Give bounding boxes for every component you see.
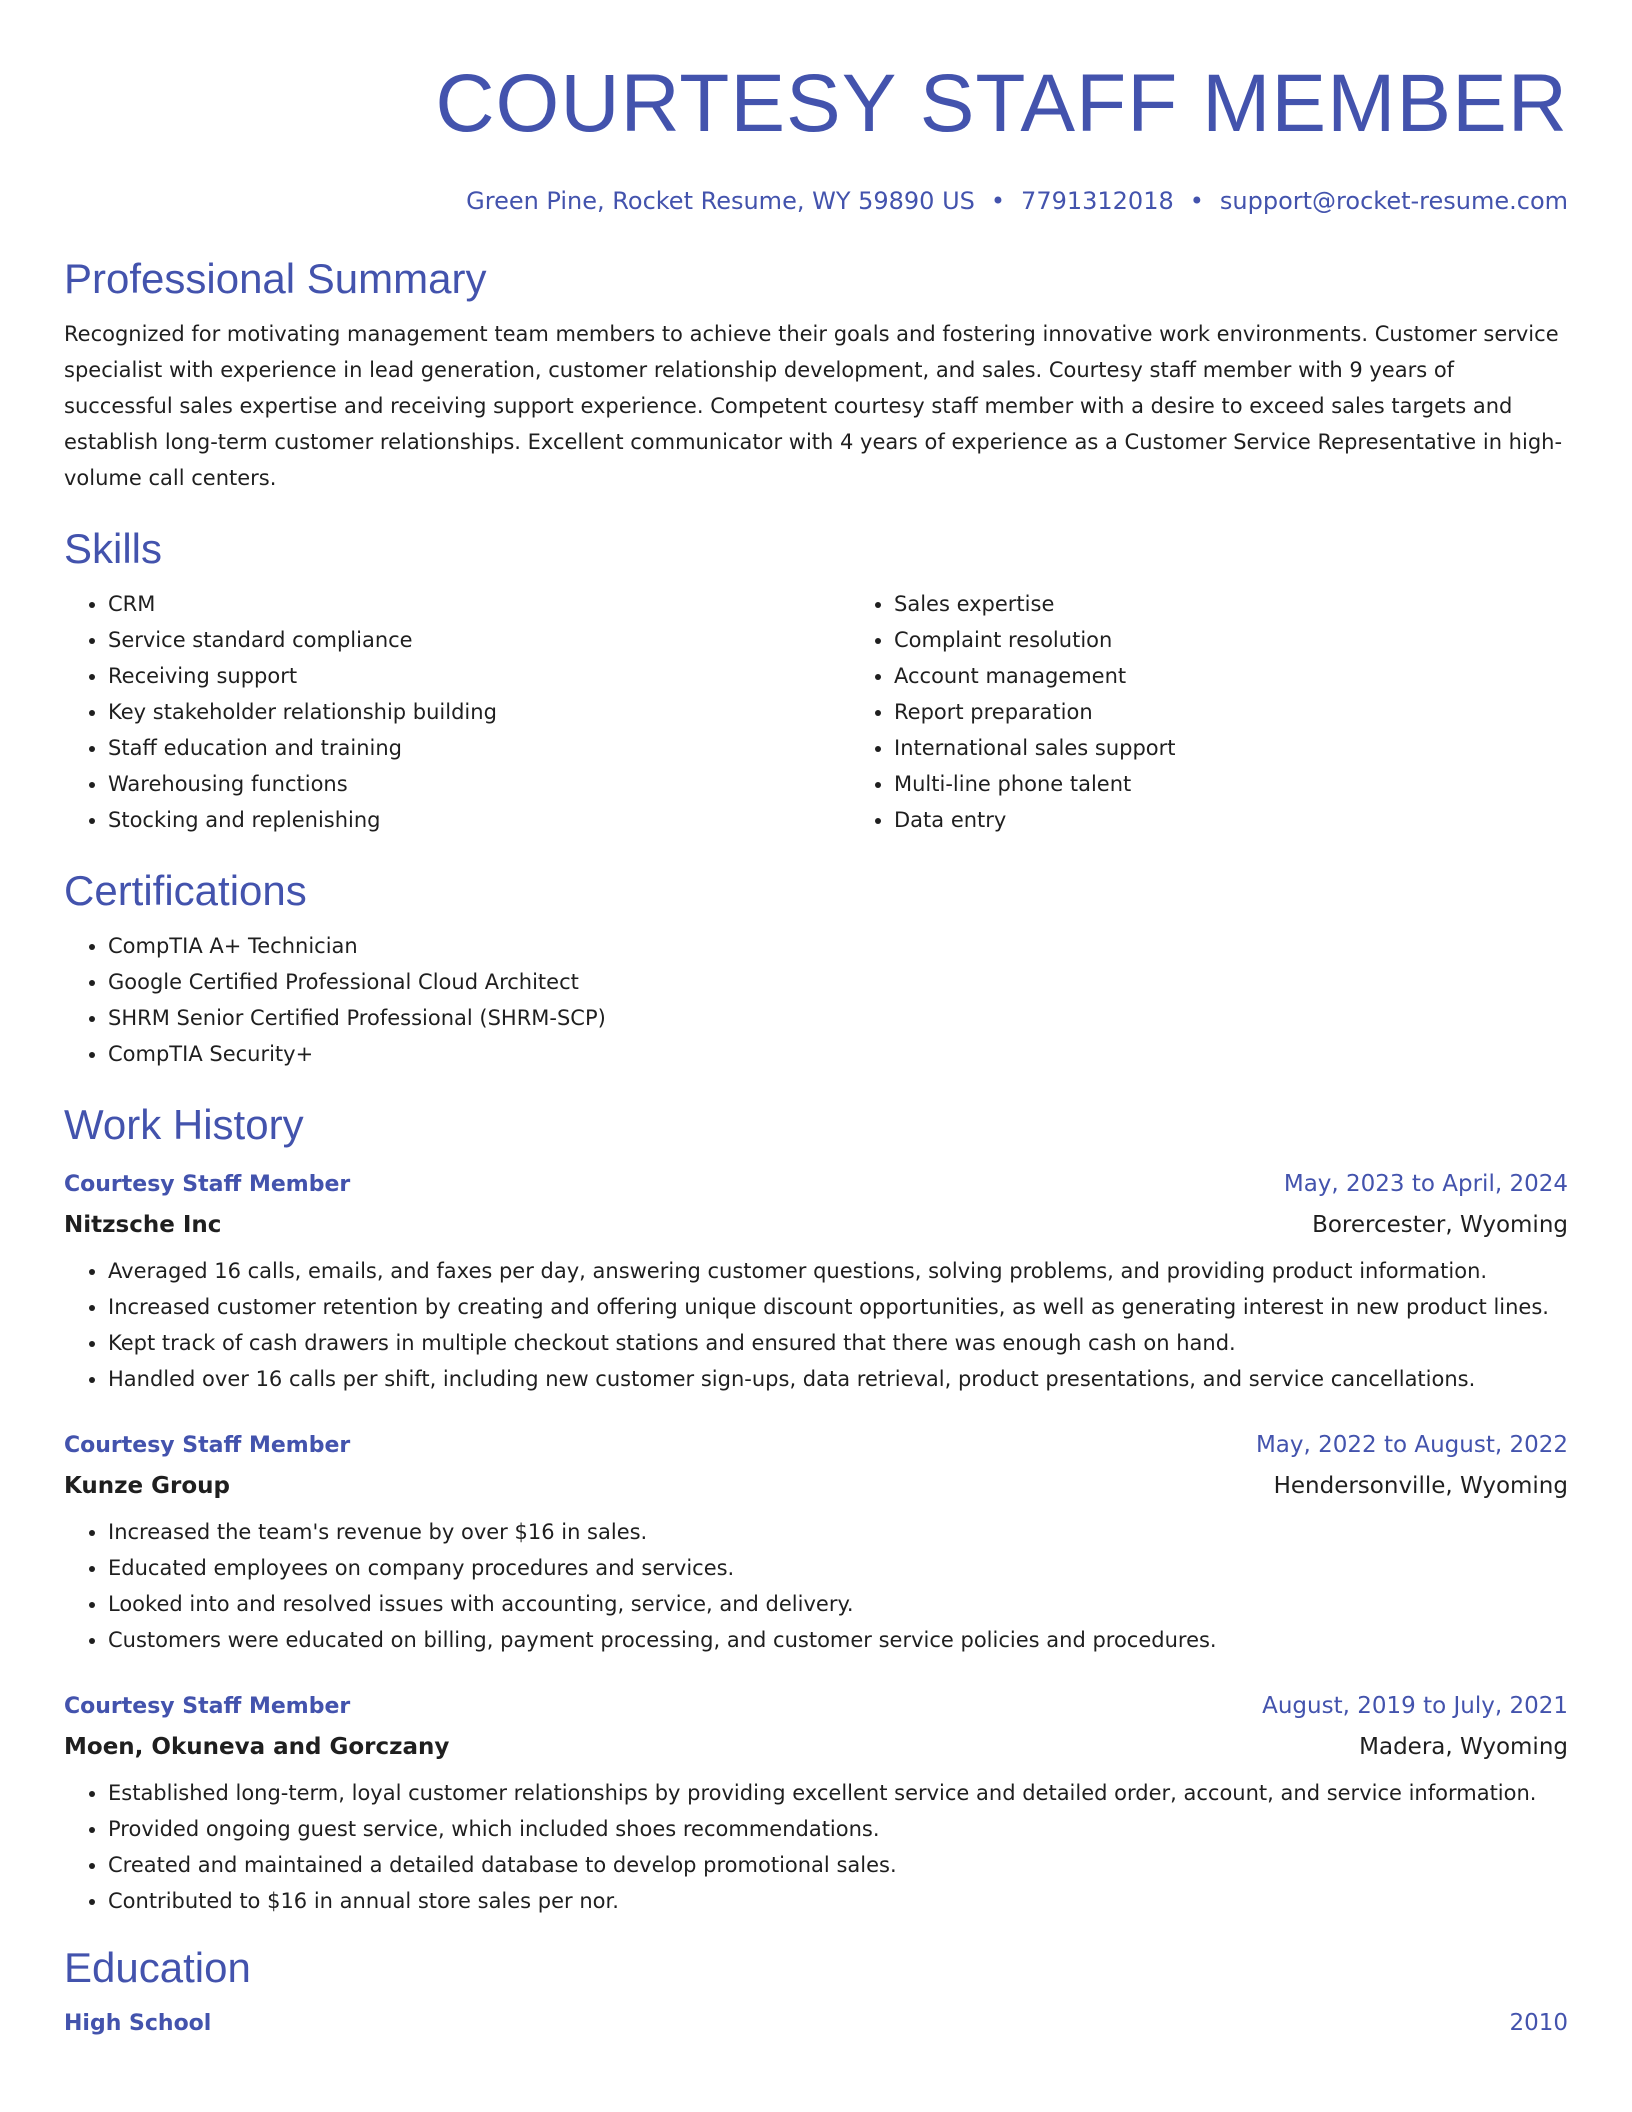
summary-text: Recognized for motivating management team members to achieve their goals and fostering innovative work environments. Customer service specialist with experience in lead generation, customer relationship development, and sales. Courtesy staff member with 9 years of successful sales expertise and receiving support experience. Competent courtesy staff member with a desire to exceed sales targets and establish long-term customer relationships. Excellent communicator with 4 years of experience as a Customer Service Representative in high-volume call centers. bbox=[64, 322, 1563, 490]
resume-header bbox=[64, 56, 1568, 216]
job-title-row bbox=[64, 1425, 1568, 1466]
work-history-section bbox=[64, 1100, 1568, 1919]
job-location: Madera, Wyoming bbox=[1359, 1734, 1568, 1760]
skill-item: • Complaint resolution bbox=[894, 622, 1632, 658]
job-bullet: • Handled over 16 calls per shift, including new customer sign-ups, data retrieval, product presentations, and service cancellations. bbox=[108, 1361, 1568, 1397]
section-heading-certifications: Certifications bbox=[64, 867, 307, 914]
job-title: Courtesy Staff Member bbox=[64, 1694, 351, 1719]
skill-item: • Key stakeholder relationship building bbox=[108, 694, 850, 730]
contact-separator: • bbox=[990, 187, 1006, 215]
certification-item: • SHRM Senior Certified Professional (SHRM-SCP) bbox=[108, 1000, 1568, 1036]
certification-item: • CompTIA A+ Technician bbox=[108, 928, 1568, 964]
certifications-list bbox=[64, 928, 1568, 1072]
job-bullet: • Kept track of cash drawers in multiple checkout stations and ensured that there was enough cash on hand. bbox=[108, 1325, 1568, 1361]
skill-item: • Sales expertise bbox=[894, 586, 1632, 622]
job-entry bbox=[64, 1686, 1568, 1919]
job-entry bbox=[64, 1164, 1568, 1397]
job-bullets bbox=[64, 1253, 1568, 1397]
skill-item: • Multi-line phone talent bbox=[894, 766, 1632, 802]
job-bullets bbox=[64, 1514, 1568, 1658]
skill-item: • Stocking and replenishing bbox=[108, 802, 850, 838]
skill-item: • Service standard compliance bbox=[108, 622, 850, 658]
candidate-name: COURTESY STAFF MEMBER bbox=[435, 58, 1568, 149]
job-bullet: • Educated employees on company procedures and services. bbox=[108, 1550, 1568, 1586]
job-bullet: • Increased customer retention by creating and offering unique discount opportunities, as well as generating interest in new product lines. bbox=[108, 1289, 1568, 1325]
contact-email: support@rocket-resume.com bbox=[1219, 187, 1568, 215]
skill-item: • Receiving support bbox=[108, 658, 850, 694]
job-bullet: • Established long-term, loyal customer relationships by providing excellent service and detailed order, account, and service information. bbox=[108, 1775, 1568, 1811]
skill-item: • Staff education and training bbox=[108, 730, 850, 766]
job-company-row bbox=[64, 1466, 1568, 1506]
job-location: Hendersonville, Wyoming bbox=[1273, 1473, 1568, 1499]
job-bullet: • Created and maintained a detailed database to develop promotional sales. bbox=[108, 1847, 1568, 1883]
job-bullet: • Increased the team's revenue by over $16 in sales. bbox=[108, 1514, 1568, 1550]
job-bullet: • Averaged 16 calls, emails, and faxes per day, answering customer questions, solving problems, and providing product information. bbox=[108, 1253, 1568, 1289]
skill-item: • Warehousing functions bbox=[108, 766, 850, 802]
job-company-row bbox=[64, 1727, 1568, 1767]
contact-separator: • bbox=[1189, 187, 1204, 215]
job-dates: May, 2022 to August, 2022 bbox=[1255, 1432, 1568, 1458]
job-company: Kunze Group bbox=[64, 1473, 231, 1499]
contact-line bbox=[64, 186, 1568, 216]
certification-item: • Google Certified Professional Cloud Architect bbox=[108, 964, 1568, 1000]
skills-list-left bbox=[64, 586, 850, 838]
job-entry bbox=[64, 1425, 1568, 1658]
education-degree: High School bbox=[64, 2011, 212, 2036]
section-heading-skills: Skills bbox=[64, 525, 163, 572]
summary-section bbox=[64, 254, 1568, 496]
certifications-section bbox=[64, 866, 1568, 1072]
skills-list-right bbox=[850, 586, 1632, 838]
contact-address: Green Pine, Rocket Resume, WY 59890 US bbox=[466, 187, 975, 215]
education-section bbox=[64, 1943, 1568, 2044]
job-bullet: • Customers were educated on billing, payment processing, and customer service policies and procedures. bbox=[108, 1622, 1568, 1658]
skill-item: • International sales support bbox=[894, 730, 1632, 766]
job-title: Courtesy Staff Member bbox=[64, 1172, 351, 1197]
job-company: Nitzsche Inc bbox=[64, 1212, 222, 1238]
job-location: Borercester, Wyoming bbox=[1312, 1212, 1568, 1238]
education-year: 2010 bbox=[1509, 2010, 1568, 2036]
job-company: Moen, Okuneva and Gorczany bbox=[64, 1734, 450, 1760]
skill-item: • CRM bbox=[108, 586, 850, 622]
certification-item: • CompTIA Security+ bbox=[108, 1036, 1568, 1072]
job-bullets bbox=[64, 1775, 1568, 1919]
contact-phone: 7791312018 bbox=[1021, 187, 1174, 215]
job-title: Courtesy Staff Member bbox=[64, 1433, 351, 1458]
skill-item: • Data entry bbox=[894, 802, 1632, 838]
skills-section bbox=[64, 524, 1568, 838]
skill-item: • Report preparation bbox=[894, 694, 1632, 730]
job-bullet: • Provided ongoing guest service, which included shoes recommendations. bbox=[108, 1811, 1568, 1847]
section-heading-work-history: Work History bbox=[64, 1101, 304, 1148]
skills-columns bbox=[64, 586, 1568, 838]
job-bullet: • Looked into and resolved issues with accounting, service, and delivery. bbox=[108, 1586, 1568, 1622]
job-title-row bbox=[64, 1164, 1568, 1205]
section-heading-summary: Professional Summary bbox=[64, 255, 487, 302]
job-dates: August, 2019 to July, 2021 bbox=[1262, 1693, 1568, 1719]
skill-item: • Account management bbox=[894, 658, 1632, 694]
job-dates: May, 2023 to April, 2024 bbox=[1283, 1171, 1568, 1197]
job-bullet: • Contributed to $16 in annual store sales per nor. bbox=[108, 1883, 1568, 1919]
education-row bbox=[64, 2003, 1568, 2044]
job-title-row bbox=[64, 1686, 1568, 1727]
job-company-row bbox=[64, 1205, 1568, 1245]
section-heading-education: Education bbox=[64, 1944, 251, 1991]
